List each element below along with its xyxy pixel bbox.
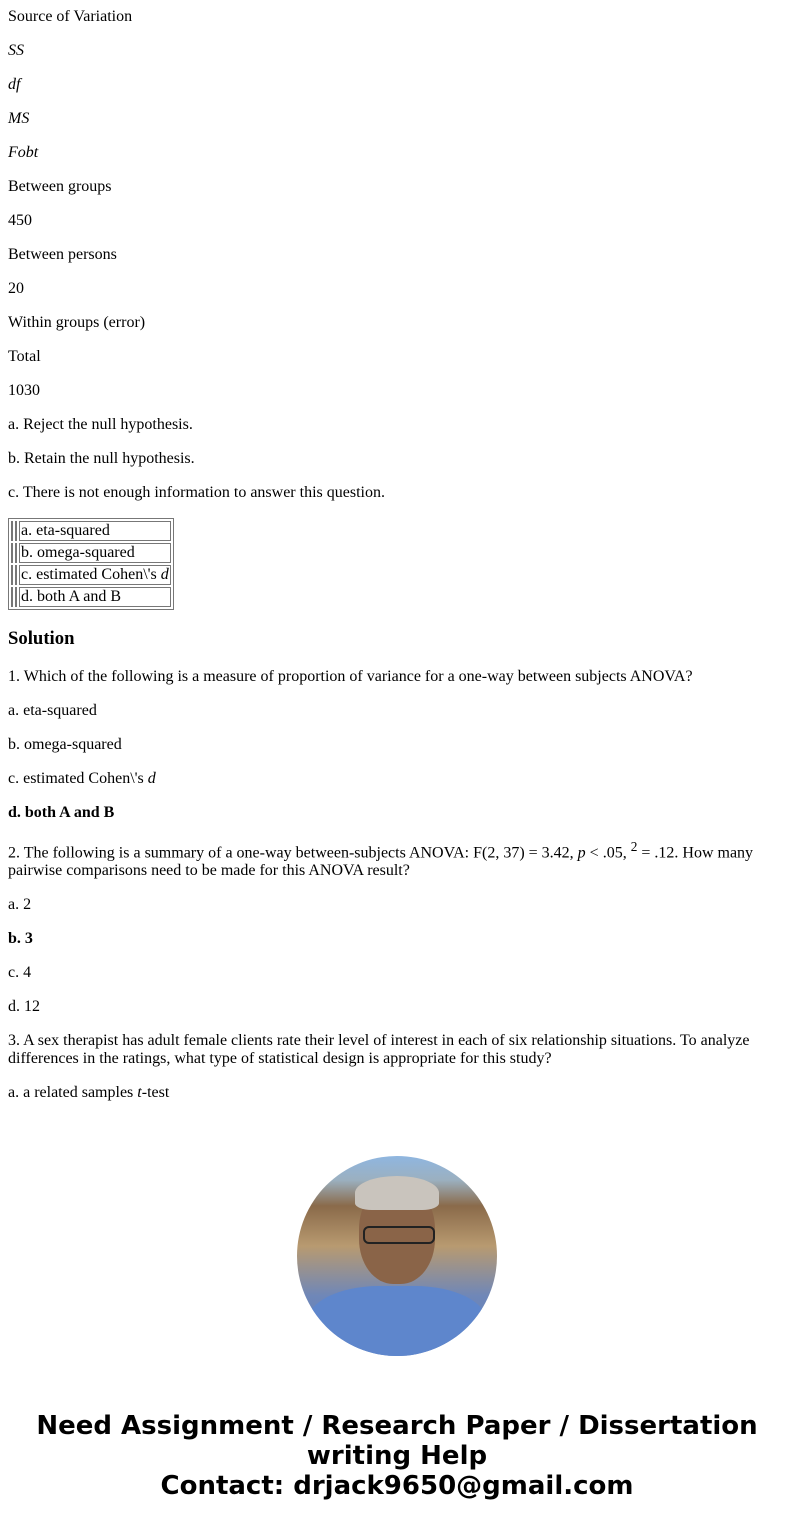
contact-banner	[8, 1411, 786, 1501]
contact-email: Contact: drjack9650@gmail.com	[160, 1471, 634, 1502]
option-cell: a. eta-squared	[19, 521, 171, 541]
glasses-shape	[363, 1226, 435, 1244]
cell-text: Source of Variation	[8, 8, 133, 25]
solution-heading: Solution	[8, 628, 75, 649]
decision-option: a. Reject the null hypothesis.	[8, 416, 193, 433]
decision-option: b. Retain the null hypothesis.	[8, 450, 195, 467]
decision-option: c. There is not enough information to answer this question.	[8, 484, 385, 501]
q2-answer: b. 3	[8, 930, 33, 948]
cell-text: 20	[8, 280, 24, 297]
q2-option: d. 12	[8, 998, 40, 1016]
hair-shape	[355, 1176, 439, 1210]
option-cell: b. omega-squared	[19, 543, 171, 563]
table-row	[11, 565, 171, 585]
author-photo-container	[8, 1156, 786, 1361]
question-2: 2. The following is a summary of a one-way between-subjects ANOVA: F(2, 37) = 3.42, p < .05, $^2$ = .12. How many pairwise comparisons need to be made for this ANOVA result?	[8, 839, 754, 880]
empty-cell	[15, 543, 17, 563]
help-text: Need Assignment / Research Paper / Dissertation writing Help	[36, 1411, 758, 1472]
question-3: 3. A sex therapist has adult female clients rate their level of interest in each of six relationship situations. To analyze differences in the ratings, what type of statistical design is appropriate for this study?	[8, 1032, 750, 1068]
empty-cell	[11, 543, 13, 563]
cell-text: 1030	[8, 382, 40, 399]
table-row	[11, 521, 171, 541]
cell-text: 450	[8, 212, 32, 229]
q3-option: a. a related samples t-test	[8, 1084, 170, 1102]
cell-text: SS	[8, 42, 24, 59]
table-row	[11, 543, 171, 563]
q1-option: b. omega-squared	[8, 736, 122, 753]
cell-text: MS	[8, 110, 30, 127]
shirt-shape	[307, 1286, 487, 1356]
cell-text: Between groups	[8, 178, 112, 195]
q1-option: a. eta-squared	[8, 702, 97, 719]
cell-text: Within groups (error)	[8, 314, 146, 331]
option-cell: d. both A and B	[19, 587, 171, 607]
cell-text: Total	[8, 348, 41, 365]
options-table	[8, 518, 174, 610]
cell-text: Between persons	[8, 246, 117, 263]
empty-cell	[15, 521, 17, 541]
empty-cell	[11, 587, 13, 607]
author-photo	[297, 1156, 497, 1356]
table-row	[11, 587, 171, 607]
question-1: 1. Which of the following is a measure of proportion of variance for a one-way between subjects ANOVA?	[8, 668, 693, 685]
empty-cell	[11, 565, 13, 585]
q2-option: c. 4	[8, 964, 32, 982]
option-cell: c. estimated Cohen\'s d	[21, 566, 169, 583]
cell-text: df	[8, 76, 21, 93]
empty-cell	[15, 587, 17, 607]
empty-cell	[15, 565, 17, 585]
q2-option: a. 2	[8, 896, 32, 914]
q1-answer: d. both A and B	[8, 804, 115, 821]
empty-cell	[11, 521, 13, 541]
cell-text: Fobt	[8, 144, 39, 161]
q1-option: c. estimated Cohen\'s d	[8, 770, 156, 787]
